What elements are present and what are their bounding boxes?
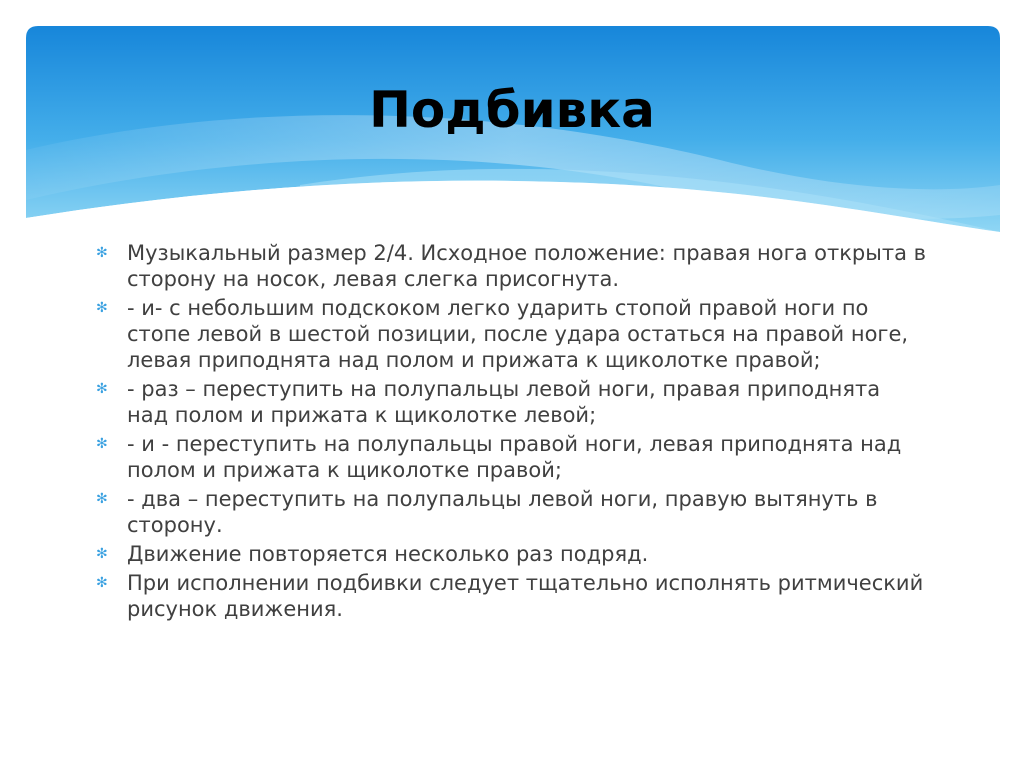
list-item <box>96 486 926 538</box>
asterisk-bullet-icon: ✻ <box>96 300 108 316</box>
asterisk-bullet-icon: ✻ <box>96 245 108 261</box>
asterisk-bullet-icon: ✻ <box>96 575 108 591</box>
list-item <box>96 431 926 483</box>
asterisk-bullet-icon: ✻ <box>96 436 108 452</box>
asterisk-bullet-icon: ✻ <box>96 546 108 562</box>
bullet-text: Музыкальный размер 2/4. Исходное положение: правая нога открыта в сторону на носок, левая слегка присогнута. <box>127 241 926 291</box>
list-item <box>96 376 926 428</box>
list-item <box>96 570 926 622</box>
bullet-text: - раз – переступить на полупальцы левой ноги, правая приподнята над полом и прижата к щиколотке левой; <box>127 377 881 427</box>
bullet-text: - два – переступить на полупальцы левой ноги, правую вытянуть в сторону. <box>127 487 878 537</box>
asterisk-bullet-icon: ✻ <box>96 491 108 507</box>
bullet-list <box>96 240 926 625</box>
slide-title: Подбивка <box>369 81 655 139</box>
list-item <box>96 541 926 567</box>
bullet-text: При исполнении подбивки следует тщательно исполнять ритмический рисунок движения. <box>127 571 924 621</box>
bullet-text: Движение повторяется несколько раз подряд. <box>127 542 649 566</box>
bullet-text: - и- с небольшим подскоком легко ударить стопой правой ноги по стопе левой в шестой позиции, после удара остаться на правой ноге, левая приподнята над полом и прижата к щиколотке правой; <box>127 296 909 372</box>
list-item <box>96 295 926 373</box>
list-item <box>96 240 926 292</box>
bullet-text: - и - переступить на полупальцы правой ноги, левая приподнята над полом и прижата к щиколотке правой; <box>127 432 902 482</box>
asterisk-bullet-icon: ✻ <box>96 381 108 397</box>
